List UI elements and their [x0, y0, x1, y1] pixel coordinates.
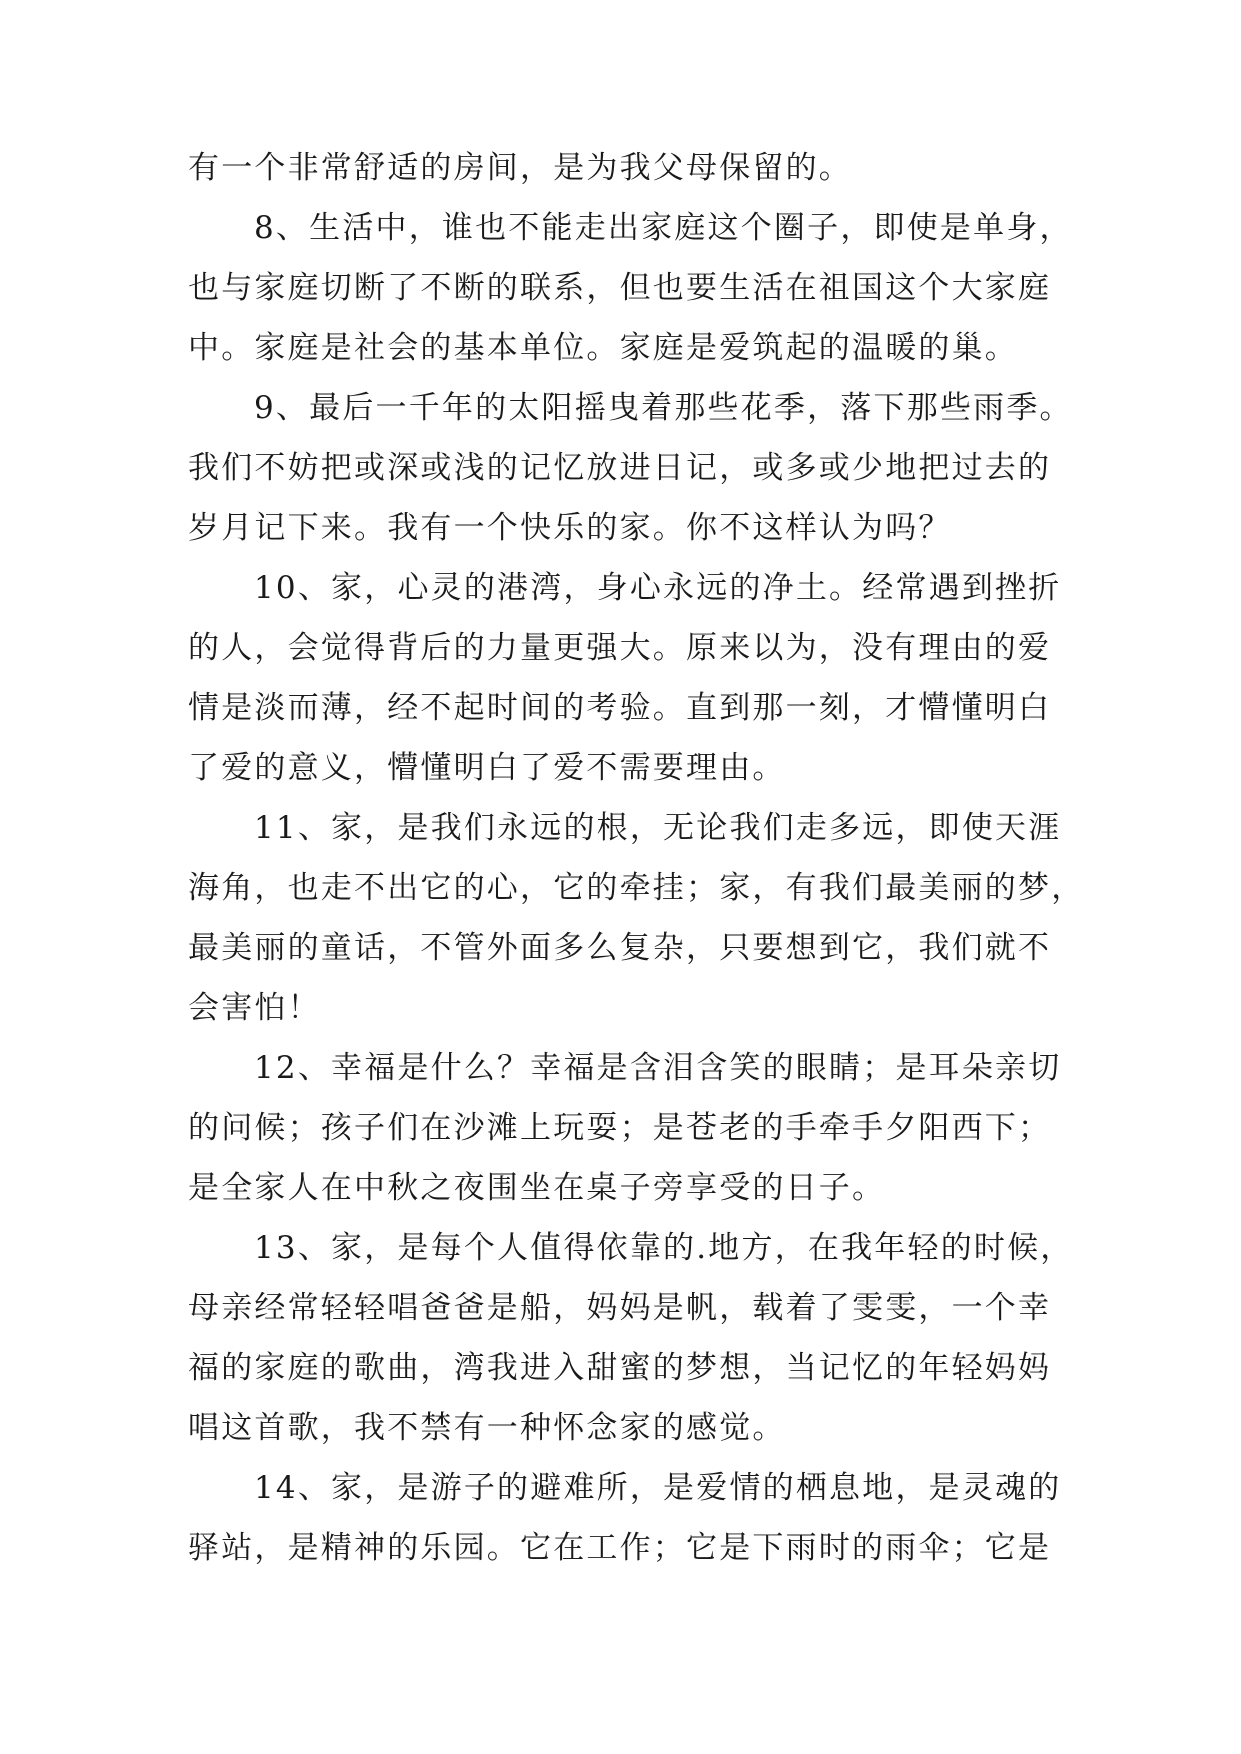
- text-line: 9、最后一千年的太阳摇曳着那些花季，落下那些雨季。: [254, 390, 1073, 426]
- text-line: 会害怕！: [188, 990, 321, 1026]
- text-line: 情是淡而薄，经不起时间的考验。直到那一刻，才懵懂明白: [188, 690, 1052, 726]
- text-line: 14、家，是游子的避难所，是爱情的栖息地，是灵魂的: [254, 1470, 1062, 1506]
- text-line: 有一个非常舒适的房间，是为我父母保留的。: [188, 150, 852, 186]
- text-line: 的人，会觉得背后的力量更强大。原来以为，没有理由的爱: [188, 630, 1052, 666]
- text-line: 12、幸福是什么？幸福是含泪含笑的眼睛；是耳朵亲切: [254, 1050, 1062, 1086]
- text-line: 我们不妨把或深或浅的记忆放进日记，或多或少地把过去的: [188, 450, 1052, 486]
- text-line: 驿站，是精神的乐园。它在工作；它是下雨时的雨伞；它是: [188, 1530, 1052, 1566]
- text-line: 8、生活中，谁也不能走出家庭这个圈子，即使是单身，: [254, 210, 1073, 246]
- text-line: 岁月记下来。我有一个快乐的家。你不这样认为吗？: [188, 510, 952, 546]
- text-line: 的问候；孩子们在沙滩上玩耍；是苍老的手牵手夕阳西下；: [188, 1110, 1052, 1146]
- text-line: 了爱的意义，懵懂明白了爱不需要理由。: [188, 750, 786, 786]
- text-line: 13、家，是每个人值得依靠的.地方，在我年轻的时候，: [254, 1230, 1074, 1266]
- text-line: 11、家，是我们永远的根，无论我们走多远，即使天涯: [254, 810, 1062, 846]
- text-line: 福的家庭的歌曲，湾我进入甜蜜的梦想，当记忆的年轻妈妈: [188, 1350, 1052, 1386]
- text-line: 唱这首歌，我不禁有一种怀念家的感觉。: [188, 1410, 786, 1446]
- text-line: 也与家庭切断了不断的联系，但也要生活在祖国这个大家庭: [188, 270, 1052, 306]
- text-line: 10、家，心灵的港湾，身心永远的净土。经常遇到挫折: [254, 570, 1062, 606]
- text-line: 海角，也走不出它的心，它的牵挂；家，有我们最美丽的梦，: [188, 870, 1085, 906]
- text-line: 是全家人在中秋之夜围坐在桌子旁享受的日子。: [188, 1170, 886, 1206]
- text-line: 最美丽的童话，不管外面多么复杂，只要想到它，我们就不: [188, 930, 1052, 966]
- document-page: [188, 138, 1085, 1578]
- text-line: 母亲经常轻轻唱爸爸是船，妈妈是帆，载着了雯雯，一个幸: [188, 1290, 1052, 1326]
- text-line: 中。家庭是社会的基本单位。家庭是爱筑起的温暖的巢。: [188, 330, 1018, 366]
